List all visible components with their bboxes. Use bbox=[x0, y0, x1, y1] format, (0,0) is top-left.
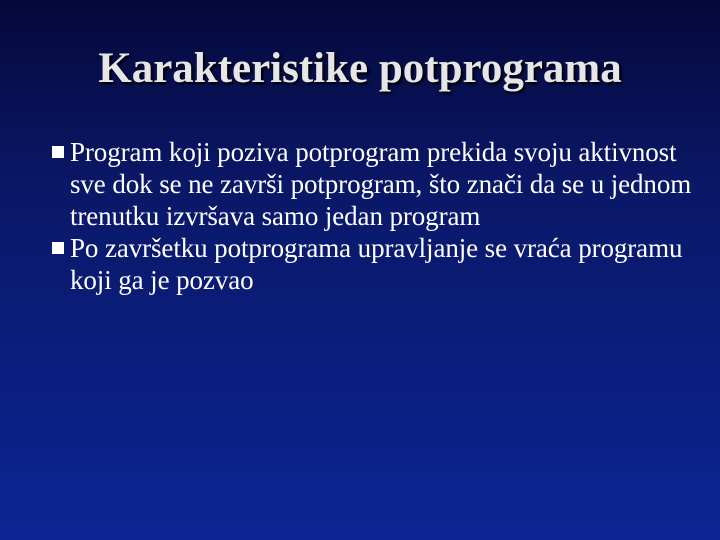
bullet-item bbox=[52, 232, 692, 296]
square-bullet-icon bbox=[52, 146, 64, 158]
square-bullet-icon bbox=[52, 242, 64, 254]
slide-title: Karakteristike potprograma bbox=[98, 45, 622, 92]
bullet-text: Po završetku potprograma upravljanje se vraća programu koji ga je pozvao bbox=[70, 233, 683, 295]
bullet-list bbox=[52, 136, 692, 296]
bullet-text: Program koji poziva potprogram prekida svoju aktivnost sve dok se ne završi potprogram, što znači da se u jednom trenutku izvršava samo jedan program bbox=[70, 137, 692, 231]
bullet-item bbox=[52, 136, 692, 232]
